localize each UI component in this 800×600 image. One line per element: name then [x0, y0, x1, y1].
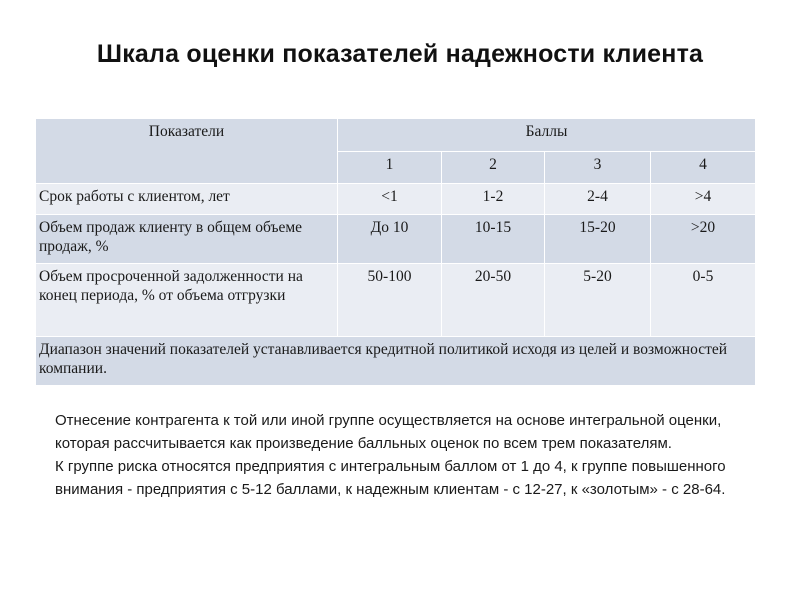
table-row	[36, 215, 756, 264]
row-value: 5-20	[545, 264, 651, 337]
row-value: 50-100	[338, 264, 442, 337]
row-value: >4	[651, 184, 756, 215]
score-column-2: 2	[442, 151, 545, 184]
reliability-scale-table	[35, 118, 756, 386]
row-label: Объем просроченной задолженности на конец периода, % от объема отгрузки	[36, 264, 338, 337]
header-scores: Баллы	[338, 119, 756, 152]
paragraph-integral-score: Отнесение контрагента к той или иной группе осуществляется на основе интегральной оценки, которая рассчитывается как произведение балльных оценок по всем трем показателям.	[55, 412, 722, 452]
row-label: Срок работы с клиентом, лет	[36, 184, 338, 215]
row-value: 2-4	[545, 184, 651, 215]
score-column-1: 1	[338, 151, 442, 184]
paragraph-risk-groups: К группе риска относятся предприятия с интегральным баллом от 1 до 4, к группе повышенного внимания - предприятия с 5-12 баллами, к надежным клиентам - с 12-27, к «золотым» - с 28-64.	[55, 458, 726, 498]
table-footnote-row	[36, 337, 756, 386]
row-value: <1	[338, 184, 442, 215]
table-row	[36, 184, 756, 215]
table-header-row	[36, 119, 756, 152]
header-indicators: Показатели	[36, 119, 338, 184]
row-value: >20	[651, 215, 756, 264]
score-column-4: 4	[651, 151, 756, 184]
row-value: 20-50	[442, 264, 545, 337]
explanation-text	[55, 409, 755, 501]
table-footnote: Диапазон значений показателей устанавливается кредитной политикой исходя из целей и возможностей компании.	[36, 337, 756, 386]
row-value: 1-2	[442, 184, 545, 215]
row-label: Объем продаж клиенту в общем объеме продаж, %	[36, 215, 338, 264]
row-value: 15-20	[545, 215, 651, 264]
row-value: 10-15	[442, 215, 545, 264]
row-value: До 10	[338, 215, 442, 264]
score-column-3: 3	[545, 151, 651, 184]
page-title: Шкала оценки показателей надежности клиента	[96, 40, 704, 68]
table-row	[36, 264, 756, 337]
row-value: 0-5	[651, 264, 756, 337]
